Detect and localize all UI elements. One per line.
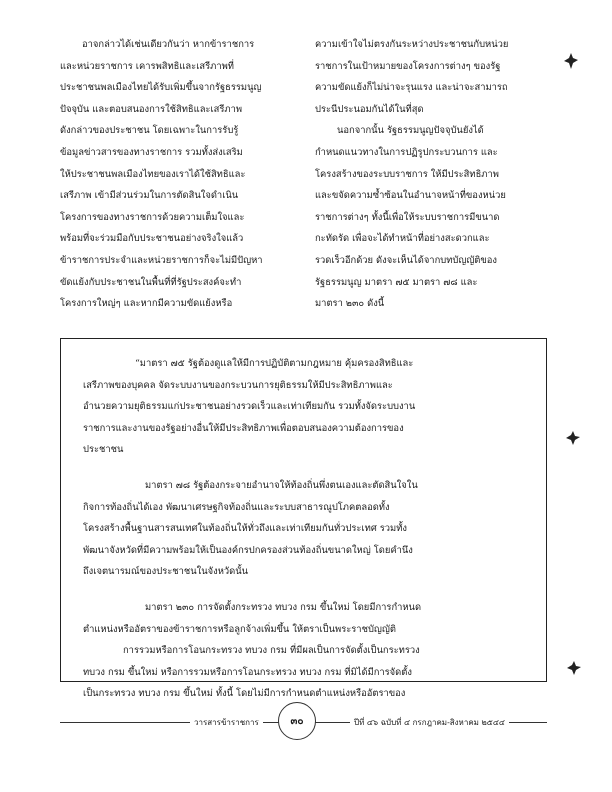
issue-info: ปีที่ ๔๖ ฉบับที่ ๔ กรกฎาคม-สิงหาคม ๒๕๔๔ <box>350 716 509 729</box>
text-line: ราชการในเป้าหมายของโครงการต่างๆ ของรัฐ <box>315 60 501 72</box>
section-230-line: มาตรา ๒๓๐ การจัดตั้งกระทรวง ทบวง กรม ขึ้นใหม่ โดยมีการกำหนด <box>145 601 422 613</box>
left-text-column <box>60 34 303 315</box>
text-line: นอกจากนั้น รัฐธรรมนูญปัจจุบันยังได้ <box>337 125 484 137</box>
text-line: มาตรา ๒๓๐ ดังนี้ <box>315 298 385 310</box>
section-78-line: กิจการท้องถิ่นได้เอง พัฒนาเศรษฐกิจท้องถิ่นและระบบสาธารณูปโภคตลอดทั้ง <box>83 501 390 513</box>
ink-spot-icon <box>562 52 580 70</box>
text-line: รวดเร็วอีกด้วย ดังจะเห็นได้จากบทบัญญัติของ <box>315 254 498 266</box>
section-230-line: เป็นกระทรวง ทบวง กรม ขึ้นใหม่ ทั้งนี้ โดยไม่มีการกำหนดตำแหน่งหรืออัตราของ <box>83 688 406 700</box>
text-line: ข้อมูลข่าวสารของทางราชการ รวมทั้งส่งเสริม <box>60 146 243 158</box>
text-line: ประชาชนพลเมืองไทยได้รับเพิ่มขึ้นจากรัฐธรรมนูญ <box>60 82 262 94</box>
section-78-line: มาตรา ๗๘ รัฐต้องกระจายอำนาจให้ท้องถิ่นพึ่งตนเองและตัดสินใจใน <box>145 479 418 491</box>
text-line: ให้ประชาชนพลเมืองไทยของเราได้ใช้สิทธิและ <box>60 168 246 180</box>
text-line: และขจัดความซ้ำซ้อนในอำนาจหน้าที่ของหน่วย <box>315 190 506 202</box>
section-230-line: ทบวง กรม ขึ้นใหม่ หรือการรวมหรือการโอนกระทรวง ทบวง กรม ที่มิได้มีการจัดตั้ง <box>83 666 412 678</box>
text-line: และหน่วยราชการ เคารพสิทธิและเสรีภาพที่ <box>60 60 234 72</box>
text-line: ความเข้าใจไม่ตรงกันระหว่างประชาชนกับหน่วย <box>315 39 509 50</box>
text-line: โครงการใหญ่ๆ และหากมีความขัดแย้งหรือ <box>60 298 233 310</box>
text-line: รัฐธรรมนูญ มาตรา ๗๕ มาตรา ๗๘ และ <box>315 276 478 288</box>
section-75-line: เสรีภาพของบุคคล จัดระบบงานของกระบวนการยุติธรรมให้มีประสิทธิภาพและ <box>83 379 393 391</box>
page-number-badge <box>278 702 316 740</box>
text-line: ปัจจุบัน และตอบสนองการใช้สิทธิและเสรีภาพ <box>60 103 243 115</box>
text-line: กะทัดรัด เพื่อจะได้ทำหน้าที่อย่างสะดวกและ <box>315 233 490 245</box>
section-78-line: ถึงเจตนารมณ์ของประชาชนในจังหวัดนั้น <box>83 566 249 578</box>
ink-spot-icon <box>565 430 581 446</box>
page-footer <box>60 702 547 742</box>
section-230-line: การรวมหรือการโอนกระทรวง ทบวง กรม ที่มีผลเป็นการจัดตั้งเป็นกระทรวง <box>123 645 420 657</box>
section-75-line: “มาตรา ๗๕ รัฐต้องดูแลให้มีการปฏิบัติตามกฎหมาย คุ้มครองสิทธิและ <box>135 358 414 369</box>
text-line: กำหนดแนวทางในการปฏิรูปกระบวนการ และ <box>315 146 498 158</box>
section-78-line: โครงสร้างพื้นฐานสารสนเทศในท้องถิ่นให้ทั่วถึงและเท่าเทียมกันทั่วประเทศ รวมทั้ง <box>83 523 407 535</box>
text-line: เสรีภาพ เข้ามีส่วนร่วมในการตัดสินใจดำเนิน <box>60 190 239 202</box>
ink-spot-icon <box>566 660 582 676</box>
section-75-line: ราชการและงานของรัฐอย่างอื่นให้มีประสิทธิภาพเพื่อตอบสนองความต้องการของ <box>83 422 404 434</box>
text-line: ดังกล่าวของประชาชน โดยเฉพาะในการรับรู้ <box>60 125 239 137</box>
section-75-line: อำนวยความยุติธรรมแก่ประชาชนอย่างรวดเร็วและเท่าเทียมกัน รวมทั้งจัดระบบงาน <box>83 401 416 413</box>
constitution-quote-box <box>60 338 547 700</box>
text-line: ขัดแย้งกับประชาชนในพื้นที่ที่รัฐประสงค์จะทำ <box>60 276 242 288</box>
right-text-column <box>315 34 545 315</box>
text-line: ประนีประนอมกันได้ในที่สุด <box>315 103 424 115</box>
page-number: ๓๐ <box>290 715 304 727</box>
section-230-line: ตำแหน่งหรืออัตราของข้าราชการหรือลูกจ้างเพิ่มขึ้น ให้ตราเป็นพระราชบัญญัติ <box>83 623 396 635</box>
text-line: ราชการต่างๆ ทั้งนี้เพื่อให้ระบบราชการมีขนาด <box>315 211 500 223</box>
text-line: พร้อมที่จะร่วมมือกับประชาชนอย่างจริงใจแล้ว <box>60 233 244 245</box>
text-line: โครงการของทางราชการด้วยความเต็มใจและ <box>60 211 245 223</box>
section-78-line: พัฒนาจังหวัดที่มีความพร้อมให้เป็นองค์กรปกครองส่วนท้องถิ่นขนาดใหญ่ โดยคำนึง <box>83 544 413 556</box>
text-line: ข้าราชการประจำและหน่วยราชการก็จะไม่มีปัญหา <box>60 254 263 266</box>
text-line: โครงสร้างของระบบราชการ ให้มีประสิทธิภาพ <box>315 168 499 180</box>
journal-name: วารสารข้าราชการ <box>190 716 263 729</box>
section-75-line: ประชาชน <box>83 444 124 456</box>
text-line: ความขัดแย้งก็ไม่น่าจะรุนแรง และน่าจะสามารถ <box>315 82 508 94</box>
text-line: อาจกล่าวได้เช่นเดียวกันว่า หากข้าราชการ <box>82 39 255 50</box>
